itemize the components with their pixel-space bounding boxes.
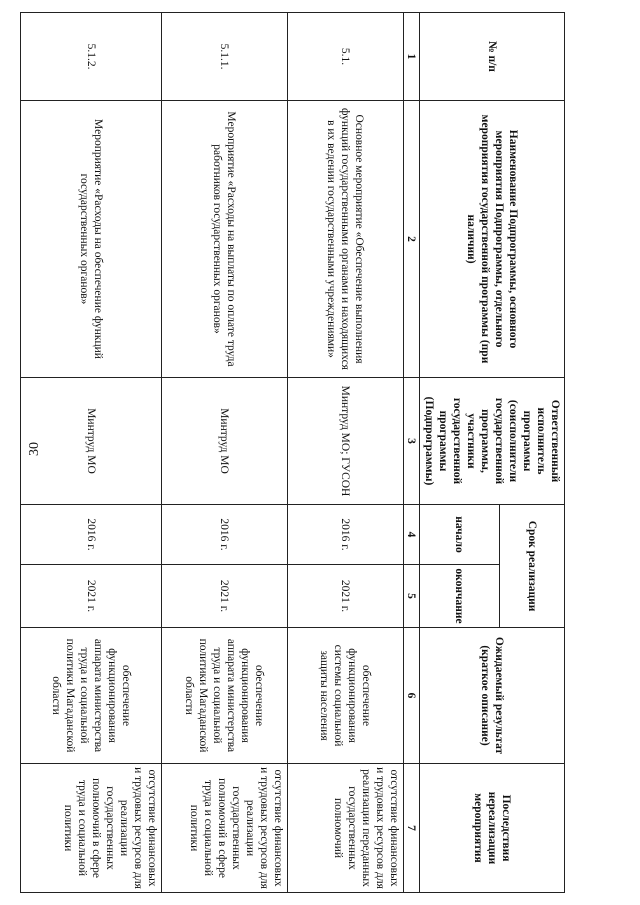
- row-num: 5.1.1.: [161, 13, 287, 101]
- row-result: обеспечение функционирования системы социальной защиты населения: [287, 628, 403, 764]
- col-number: 6: [403, 628, 419, 764]
- table-row: [161, 13, 287, 893]
- header-consequences: Последствия нереализации мероприятия: [419, 764, 564, 893]
- column-number-row: [403, 13, 419, 893]
- table-row: [20, 13, 161, 893]
- header-name: Наименование Подпрограммы, основного мероприятия Подпрограммы, отдельного мероприятия государственной программы (при наличии): [419, 101, 564, 378]
- program-activities-table: [20, 12, 565, 893]
- table-row: [287, 13, 403, 893]
- header-term: Срок реализации: [500, 505, 565, 628]
- row-name: Мероприятие «Расходы на обеспечение функций государственных органов»: [20, 101, 161, 378]
- row-num: 5.1.: [287, 13, 403, 101]
- col-number: 7: [403, 764, 419, 893]
- row-consequences: отсутствие финансовых и трудовых ресурсов для реализации государственных полномочий в сфере труда и социальной политики: [161, 764, 287, 893]
- rotated-table-container: [49, 12, 565, 892]
- row-executor: Минтруд МО: [161, 378, 287, 505]
- row-executor: Минтруд МО; ГУСОН: [287, 378, 403, 505]
- header-num: № п/п: [419, 13, 564, 101]
- col-number: 3: [403, 378, 419, 505]
- header-result: Ожидаемый результат (краткое описание): [419, 628, 564, 764]
- header-executor: Ответственный исполнитель программы (соисполнители государственной программы, участники государственной программы (Подпрограммы): [419, 378, 564, 505]
- row-end: 2021 г.: [161, 565, 287, 628]
- header-start: начало: [419, 505, 499, 565]
- col-number: 4: [403, 505, 419, 565]
- page-number: 30: [27, 442, 42, 456]
- row-start: 2016 г.: [287, 505, 403, 565]
- row-name: Основное мероприятие «Обеспечение выполнения функций государственными органами и находящихся в их ведении государственными учреждениями»: [287, 101, 403, 378]
- row-end: 2021 г.: [287, 565, 403, 628]
- row-end: 2021 г.: [20, 565, 161, 628]
- row-result: обеспечение функционирования аппарата министерства труда и социальной политики Магаданской области: [161, 628, 287, 764]
- header-end: окончание: [419, 565, 499, 628]
- col-number: 1: [403, 13, 419, 101]
- row-executor: Минтруд МО: [20, 378, 161, 505]
- row-start: 2016 г.: [20, 505, 161, 565]
- row-consequences: отсутствие финансовых и трудовых ресурсов для реализации переданных государственных полномочий: [287, 764, 403, 893]
- row-num: 5.1.2.: [20, 13, 161, 101]
- row-result: обеспечение функционирования аппарата министерства труда и социальной политики Магаданской области: [20, 628, 161, 764]
- row-consequences: отсутствие финансовых и трудовых ресурсов для реализации государственных полномочий в сфере труда и социальной политики: [20, 764, 161, 893]
- row-start: 2016 г.: [161, 505, 287, 565]
- header-row-1: [500, 13, 565, 893]
- col-number: 2: [403, 101, 419, 378]
- row-name: Мероприятие «Расходы на выплаты по оплате труда работников государственных органов»: [161, 101, 287, 378]
- col-number: 5: [403, 565, 419, 628]
